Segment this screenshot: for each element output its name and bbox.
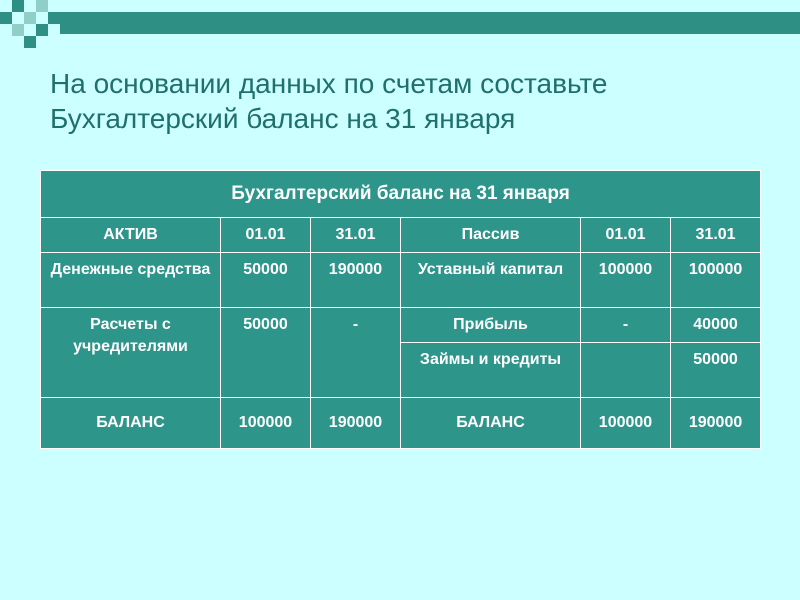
slide-title-line: Бухгалтерский баланс на 31 января <box>50 103 516 134</box>
corner-square <box>0 12 12 24</box>
asset-total-3101: 190000 <box>311 398 401 449</box>
column-header: АКТИВ <box>41 218 221 253</box>
corner-square <box>36 0 48 12</box>
table-title: Бухгалтерский баланс на 31 января <box>41 171 761 218</box>
table-total-row <box>41 398 761 449</box>
header-band <box>60 12 800 34</box>
asset-value-0101: 50000 <box>221 308 311 398</box>
slide-title <box>50 66 750 136</box>
column-header: Пассив <box>401 218 581 253</box>
slide-title-line: На основании данных по счетам составьте <box>50 68 608 99</box>
corner-square <box>36 24 48 36</box>
corner-square <box>24 36 36 48</box>
corner-square <box>12 24 24 36</box>
asset-total-0101: 100000 <box>221 398 311 449</box>
asset-name: Расчеты с учредителями <box>41 308 221 398</box>
column-header: 01.01 <box>581 218 671 253</box>
asset-value-3101: 190000 <box>311 253 401 308</box>
liability-total-3101: 190000 <box>671 398 761 449</box>
corner-square <box>12 0 24 12</box>
asset-name: Денежные средства <box>41 253 221 308</box>
asset-value-3101: - <box>311 308 401 398</box>
corner-square <box>24 12 36 24</box>
asset-value-0101: 50000 <box>221 253 311 308</box>
liability-value-3101: 50000 <box>671 343 761 398</box>
column-header: 31.01 <box>671 218 761 253</box>
liability-name: Уставный капитал <box>401 253 581 308</box>
liability-name: Займы и кредиты <box>401 343 581 398</box>
column-header: 01.01 <box>221 218 311 253</box>
corner-square <box>48 12 60 24</box>
table-row <box>41 253 761 308</box>
liability-total-label: БАЛАНС <box>401 398 581 449</box>
liability-value-0101: 100000 <box>581 253 671 308</box>
liability-value-0101 <box>581 343 671 398</box>
table-title-row <box>41 171 761 218</box>
liability-name: Прибыль <box>401 308 581 343</box>
asset-total-label: БАЛАНС <box>41 398 221 449</box>
liability-value-3101: 40000 <box>671 308 761 343</box>
table-header-row <box>41 218 761 253</box>
liability-value-0101: - <box>581 308 671 343</box>
balance-table <box>40 170 761 449</box>
liability-value-3101: 100000 <box>671 253 761 308</box>
table-row <box>41 308 761 343</box>
liability-total-0101: 100000 <box>581 398 671 449</box>
column-header: 31.01 <box>311 218 401 253</box>
